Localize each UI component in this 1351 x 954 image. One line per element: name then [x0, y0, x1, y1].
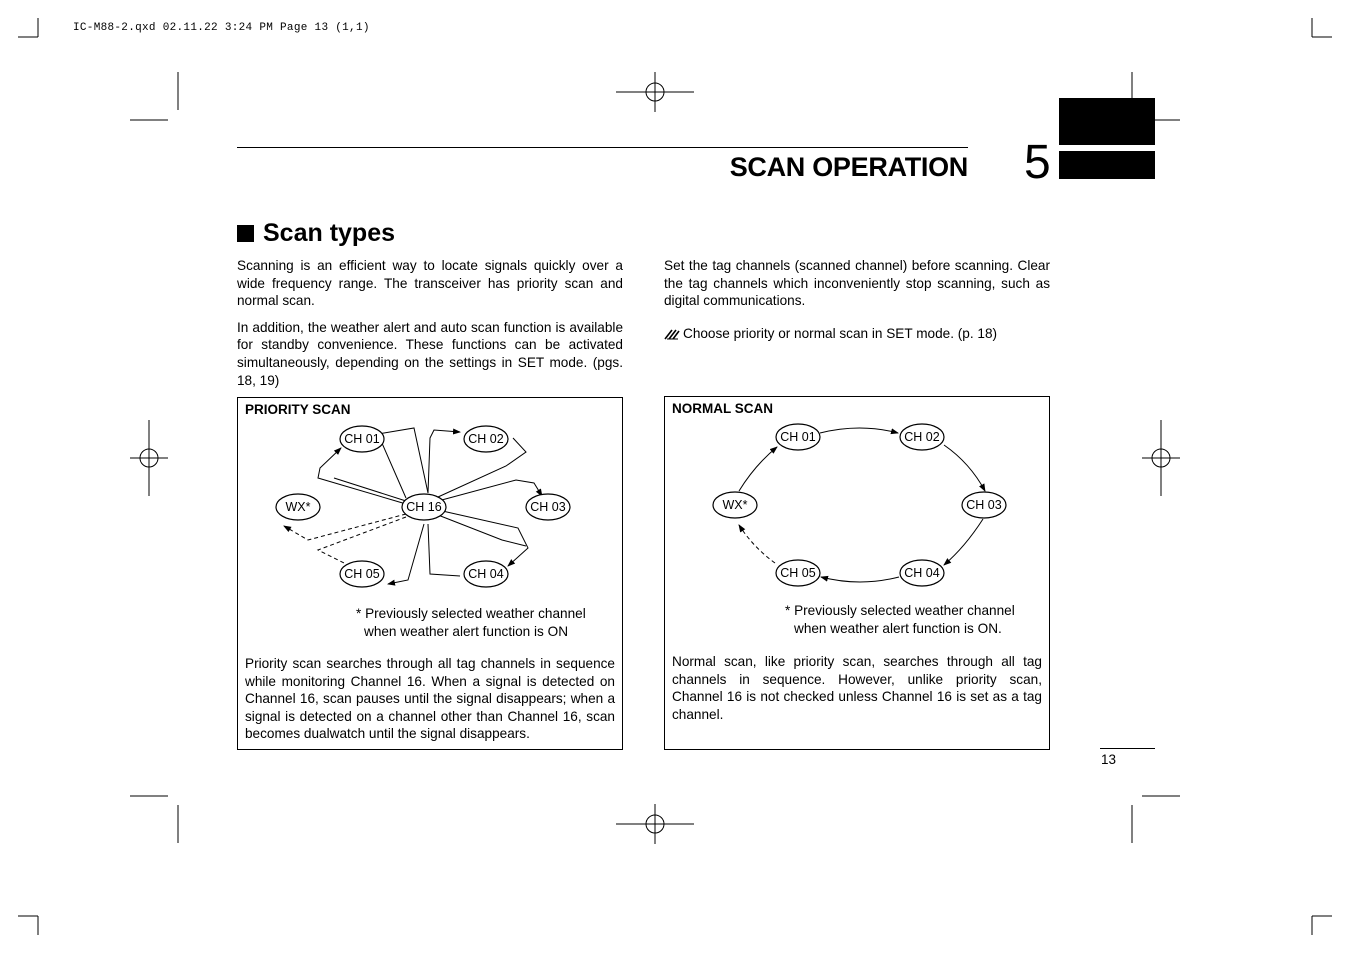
section-title: Scan types	[237, 219, 395, 248]
priority-scan-footnote: * Previously selected weather channel when weather alert function is ON	[356, 606, 586, 639]
intro-paragraph-3: Set the tag channels (scanned channel) before scanning. Clear the tag channels which inconveniently stop scanning, such as digital communications.	[664, 258, 1050, 309]
intro-left	[237, 257, 623, 389]
intro-paragraph-1: Scanning is an efficient way to locate signals quickly over a wide frequency range. The transceiver has priority scan and normal scan.	[237, 258, 623, 309]
priority-node-ch04: CH 04	[468, 567, 504, 581]
normal-node-ch03: CH 03	[966, 498, 1002, 512]
normal-node-ch05: CH 05	[780, 566, 816, 580]
header-rule	[237, 147, 968, 148]
chapter-tab-block-bottom	[1059, 151, 1155, 179]
priority-scan-title: PRIORITY SCAN	[245, 402, 351, 417]
hatched-note-icon	[664, 327, 680, 341]
priority-scan-description: Priority scan searches through all tag channels in sequence while monitoring Channel 16. When a signal is detected on Channel 16, scan pauses until the signal disappears; when a signal is detected on a channel other than Channel 16, scan becomes dualwatch until the signal disappears.	[245, 656, 615, 742]
print-header: IC-M88-2.qxd 02.11.22 3:24 PM Page 13 (1,1)	[73, 22, 370, 34]
priority-node-ch05: CH 05	[344, 567, 380, 581]
priority-node-ch03: CH 03	[530, 500, 566, 514]
normal-scan-description: Normal scan, like priority scan, searches through all tag channels in sequence. However, unlike priority scan, Channel 16 is not checked unless Channel 16 is set as a tag channel.	[672, 654, 1042, 722]
normal-scan-box	[664, 396, 1050, 750]
normal-node-ch01: CH 01	[780, 430, 816, 444]
priority-node-wx: WX*	[285, 500, 311, 514]
intro-right	[664, 257, 1050, 310]
section-square-icon	[237, 225, 254, 242]
priority-scan-diagram	[238, 398, 622, 598]
priority-node-ch02: CH 02	[468, 432, 504, 446]
intro-paragraph-2: In addition, the weather alert and auto scan function is available for standby convenience. These functions can be activated simultaneously, depending on the settings in SET mode. (pgs. 18, 19)	[237, 319, 623, 388]
priority-node-ch01: CH 01	[344, 432, 380, 446]
tip-note: Choose priority or normal scan in SET mode. (p. 18)	[664, 326, 997, 341]
chapter-number: 5	[1024, 136, 1051, 189]
chapter-title: SCAN OPERATION	[729, 152, 968, 182]
normal-scan-footnote: * Previously selected weather channel when weather alert function is ON.	[785, 603, 1015, 636]
normal-scan-title: NORMAL SCAN	[672, 401, 773, 416]
page-number-rule	[1100, 748, 1155, 749]
normal-node-ch02: CH 02	[904, 430, 940, 444]
chapter-tab-block-top	[1059, 98, 1155, 145]
page-number: 13	[1101, 752, 1117, 767]
priority-node-ch16: CH 16	[406, 500, 442, 514]
priority-scan-box	[237, 397, 623, 750]
normal-scan-diagram	[665, 397, 1049, 597]
normal-node-ch04: CH 04	[904, 566, 940, 580]
normal-node-wx: WX*	[722, 498, 748, 512]
